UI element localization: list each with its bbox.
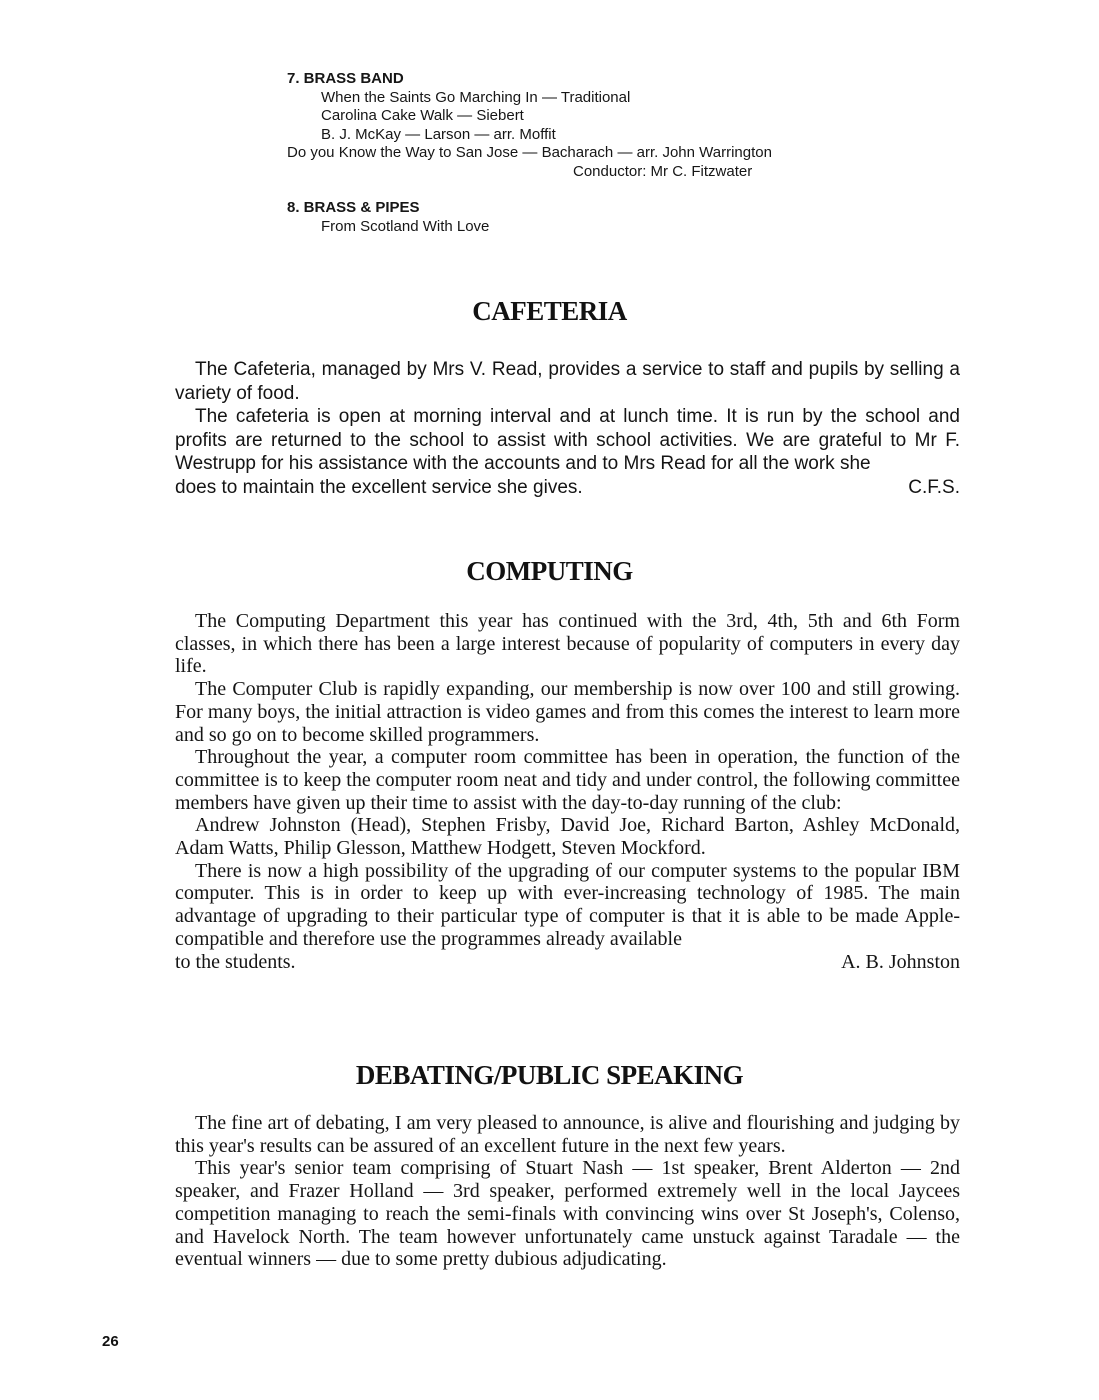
- computing-paragraph-end: to the students.: [175, 950, 296, 973]
- computing-paragraph: Throughout the year, a computer room committee has been in operation, the function of the committee is to keep the computer room neat and tidy and under control, the following committee members have given up their time to assist with the day-to-day running of the club:: [175, 746, 960, 814]
- cafeteria-signature: C.F.S.: [908, 476, 960, 498]
- computing-paragraph: Andrew Johnston (Head), Stephen Frisby, David Joe, Richard Barton, Ashley McDonald, Adam Watts, Philip Glesson, Matthew Hodgett, Steven Mockford.: [175, 814, 960, 860]
- programme-line: From Scotland With Love: [321, 217, 490, 235]
- programme-line: When the Saints Go Marching In — Traditional: [321, 88, 631, 106]
- computing-body: [175, 610, 960, 973]
- programme-line: Carolina Cake Walk — Siebert: [321, 107, 524, 124]
- page-number: 26: [102, 1333, 119, 1350]
- programme-line: Do you Know the Way to San Jose — Bacharach — arr. John Warrington: [287, 144, 772, 161]
- debating-body: [175, 1112, 960, 1271]
- programme-item-7-heading: 7. BRASS BAND: [287, 70, 404, 87]
- debating-paragraph: This year's senior team comprising of Stuart Nash — 1st speaker, Brent Alderton — 2nd speaker, and Frazer Holland — 3rd speaker, performed extremely well in the local Jaycees competition managing to reach the semi-finals with convincing wins over St Joseph's, Colenso, and Havelock North. The team however unfortunately came unstuck against Taradale — the eventual winners — due to some pretty dubious adjudicating.: [175, 1157, 960, 1271]
- computing-paragraph: The Computer Club is rapidly expanding, our membership is now over 100 and still growing. For many boys, the initial attraction is video games and from this comes the interest to learn more and so go on to become skilled programmers.: [175, 678, 960, 746]
- programme-item-8-heading: 8. BRASS & PIPES: [287, 199, 420, 216]
- cafeteria-body: [175, 358, 960, 499]
- programme-line: B. J. McKay — Larson — arr. Moffit: [321, 125, 556, 143]
- computing-paragraph: The Computing Department this year has continued with the 3rd, 4th, 5th and 6th Form classes, in which there has been a large interest because of popularity of computers in every day life.: [175, 610, 960, 678]
- programme-item-7: [287, 70, 772, 181]
- programme-item-8: [287, 199, 489, 236]
- cafeteria-paragraph-text: The cafeteria is open at morning interval and at lunch time. It is run by the school and profits are returned to the school to assist with school activities. We are grateful to Mr F. Westrupp for his assistance with the accounts and to Mrs Read for all the work she: [175, 406, 960, 474]
- programme-conductor: Conductor: Mr C. Fitzwater: [573, 162, 753, 180]
- debating-title: DEBATING/PUBLIC SPEAKING: [355, 1060, 744, 1090]
- cafeteria-paragraph: [175, 405, 960, 476]
- debating-paragraph: The fine art of debating, I am very pleased to announce, is alive and flourishing and judging by this year's results can be assured of an excellent future in the next few years.: [175, 1112, 960, 1157]
- cafeteria-title: CAFETERIA: [472, 296, 627, 326]
- computing-title: COMPUTING: [466, 556, 633, 586]
- cafeteria-closing-line: [175, 476, 960, 500]
- cafeteria-paragraph: The Cafeteria, managed by Mrs V. Read, provides a service to staff and pupils by selling a variety of food.: [175, 359, 960, 404]
- computing-closing-line: [175, 951, 960, 974]
- computing-signature: A. B. Johnston: [841, 950, 960, 973]
- cafeteria-paragraph-end: does to maintain the excellent service she gives.: [175, 476, 583, 498]
- computing-paragraph: There is now a high possibility of the upgrading of our computer systems to the popular IBM computer. This is in order to keep up with ever-increasing technology of 1985. The main advantage of upgrading to their particular type of computer is that it is able to be made Apple-compatible and therefore use the programmes already available: [175, 859, 960, 950]
